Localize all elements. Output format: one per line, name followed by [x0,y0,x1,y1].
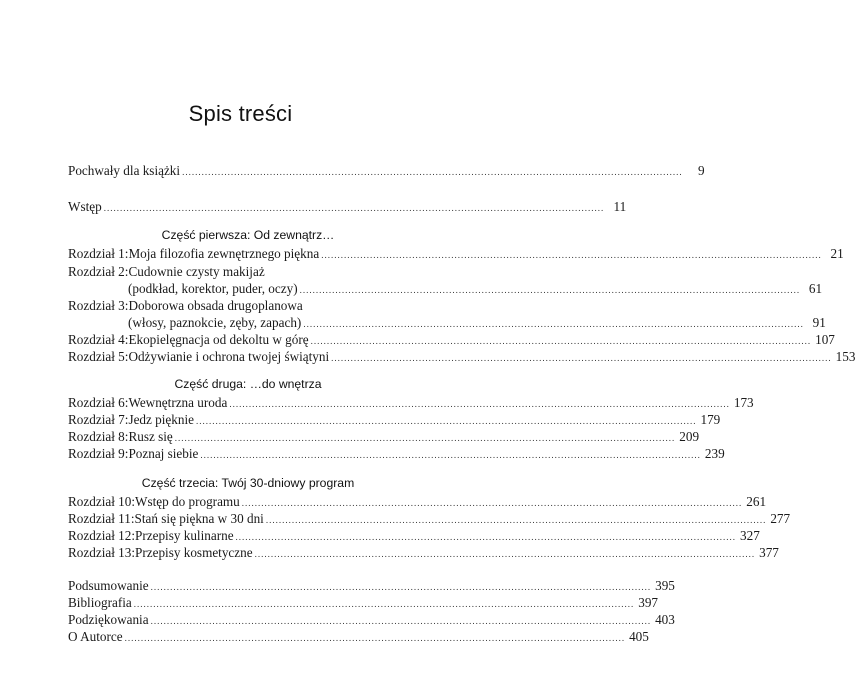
page-number: 403 [655,612,675,627]
page-number: 153 [835,349,855,364]
chapter-label: Rozdział 3: [68,298,129,313]
part-heading-2: Część druga: …do wnętrza [174,377,322,391]
dot-leader: .......................................................................................................................................................... [174,433,676,443]
dot-leader: .......................................................................................................................................................... [150,616,652,626]
toc-entry-rozdzial-13[interactable] [68,544,779,561]
chapter-label: Rozdział 10: [68,494,136,509]
toc-entry-podziekowania[interactable] [68,611,675,628]
chapter-subtitle: (włosy, paznokcie, zęby, zapach) [128,315,302,330]
part-heading-3: Część trzecia: Twój 30-dniowy program [141,476,355,490]
chapter-label: Rozdział 1: [68,246,129,261]
chapter-subtitle: (podkład, korektor, puder, oczy) [128,281,298,296]
chapter-title: Rusz się [128,429,173,444]
entry-title: Bibliografia [68,595,132,610]
toc-entry-rozdzial-3-cont[interactable] [68,314,826,331]
page-number: 377 [759,545,779,560]
dot-leader: .......................................................................................................................................................... [331,353,832,363]
page-number: 61 [808,281,823,296]
entry-title: Pochwały dla książki [68,163,181,178]
page-number: 9 [697,163,705,178]
page-number: 107 [815,332,835,347]
page-number: 11 [613,199,627,214]
dot-leader: .......................................................................................................................................................... [265,515,767,525]
part-heading-1: Część pierwsza: Od zewnątrz… [161,228,335,242]
page-number: 277 [770,511,791,526]
chapter-label: Rozdział 8: [68,429,129,444]
page-number: 179 [700,412,721,427]
dot-leader: .......................................................................................................................................................... [321,250,822,260]
chapter-title: Cudownie czysty makijaż [128,264,265,279]
dot-leader: .......................................................................................................................................................... [133,599,635,609]
dot-leader: .......................................................................................................................................................... [254,549,756,559]
toc-entry-wstep[interactable] [68,198,627,215]
toc-entry-rozdzial-1[interactable] [68,245,844,262]
dot-leader: .......................................................................................................................................................... [235,532,737,542]
chapter-title: Doborowa obsada drugoplanowa [128,298,303,313]
chapter-label: Rozdział 11: [68,511,135,526]
chapter-title: Przepisy kosmetyczne [135,545,253,560]
toc-entry-rozdzial-7[interactable] [68,411,721,428]
page-number: 21 [830,246,844,261]
page-title: Spis treści [188,101,293,126]
toc-entry-rozdzial-4[interactable] [68,331,835,348]
toc-entry-rozdzial-2[interactable] [68,263,428,280]
chapter-label: Rozdział 4: [68,332,129,347]
chapter-title: Moja filozofia zewnętrznego piękna [128,246,320,261]
page-number: 327 [740,528,760,543]
entry-title: Podsumowanie [68,578,149,593]
dot-leader: .......................................................................................................................................................... [303,319,804,329]
dot-leader: .......................................................................................................................................................... [103,203,605,213]
chapter-label: Rozdział 13: [68,545,136,560]
toc-entry-rozdzial-2-cont[interactable] [68,280,823,297]
chapter-title: Wstęp do programu [135,494,240,509]
dot-leader: .......................................................................................................................................................... [299,285,801,295]
chapter-label: Rozdział 7: [68,412,129,427]
chapter-title: Wewnętrzna uroda [128,395,228,410]
dot-leader: .......................................................................................................................................................... [310,336,812,346]
toc-entry-rozdzial-9[interactable] [68,445,725,462]
toc-entry-rozdzial-12[interactable] [68,527,760,544]
page-number: 91 [812,315,826,330]
chapter-label: Rozdział 9: [68,446,129,461]
chapter-title: Stań się piękna w 30 dni [134,511,264,526]
page-number: 209 [679,429,700,444]
entry-title: O Autorce [68,629,123,644]
entry-title: Wstęp [68,199,102,214]
page-number: 405 [629,629,649,644]
page-number: 395 [655,578,675,593]
chapter-label: Rozdział 2: [68,264,129,279]
dot-leader: .......................................................................................................................................................... [200,450,701,460]
chapter-title: Ekopielęgnacja od dekoltu w górę [128,332,309,347]
chapter-title: Poznaj siebie [128,446,199,461]
toc-entry-rozdzial-8[interactable] [68,428,700,445]
chapter-label: Rozdział 12: [68,528,136,543]
entry-title: Podziękowania [68,612,149,627]
toc-entry-o-autorce[interactable] [68,628,649,645]
toc-entry-rozdzial-10[interactable] [68,493,767,510]
page-number: 173 [733,395,754,410]
toc-entry-rozdzial-11[interactable] [68,510,791,527]
dot-leader: .......................................................................................................................................................... [229,399,730,409]
chapter-label: Rozdział 6: [68,395,129,410]
chapter-title: Odżywianie i ochrona twojej świątyni [128,349,330,364]
toc-entry-podsumowanie[interactable] [68,577,675,594]
chapter-title: Przepisy kulinarne [135,528,234,543]
dot-leader: .......................................................................................................................................................... [150,582,652,592]
page-number: 397 [638,595,659,610]
dot-leader: .......................................................................................................................................................... [241,498,743,508]
page-number: 261 [746,494,767,509]
dot-leader: .......................................................................................................................................................... [124,633,626,643]
toc-entry-pochwaly[interactable] [68,162,705,179]
dot-leader: .......................................................................................................................................................... [182,167,683,177]
chapter-title: Jedz pięknie [128,412,194,427]
dot-leader: .......................................................................................................................................................... [195,416,697,426]
toc-entry-rozdzial-3[interactable] [68,297,428,314]
chapter-label: Rozdział 5: [68,349,129,364]
toc-entry-rozdzial-6[interactable] [68,394,754,411]
toc-entry-rozdzial-5[interactable] [68,348,855,365]
page-number: 239 [704,446,725,461]
toc-entry-bibliografia[interactable] [68,594,659,611]
